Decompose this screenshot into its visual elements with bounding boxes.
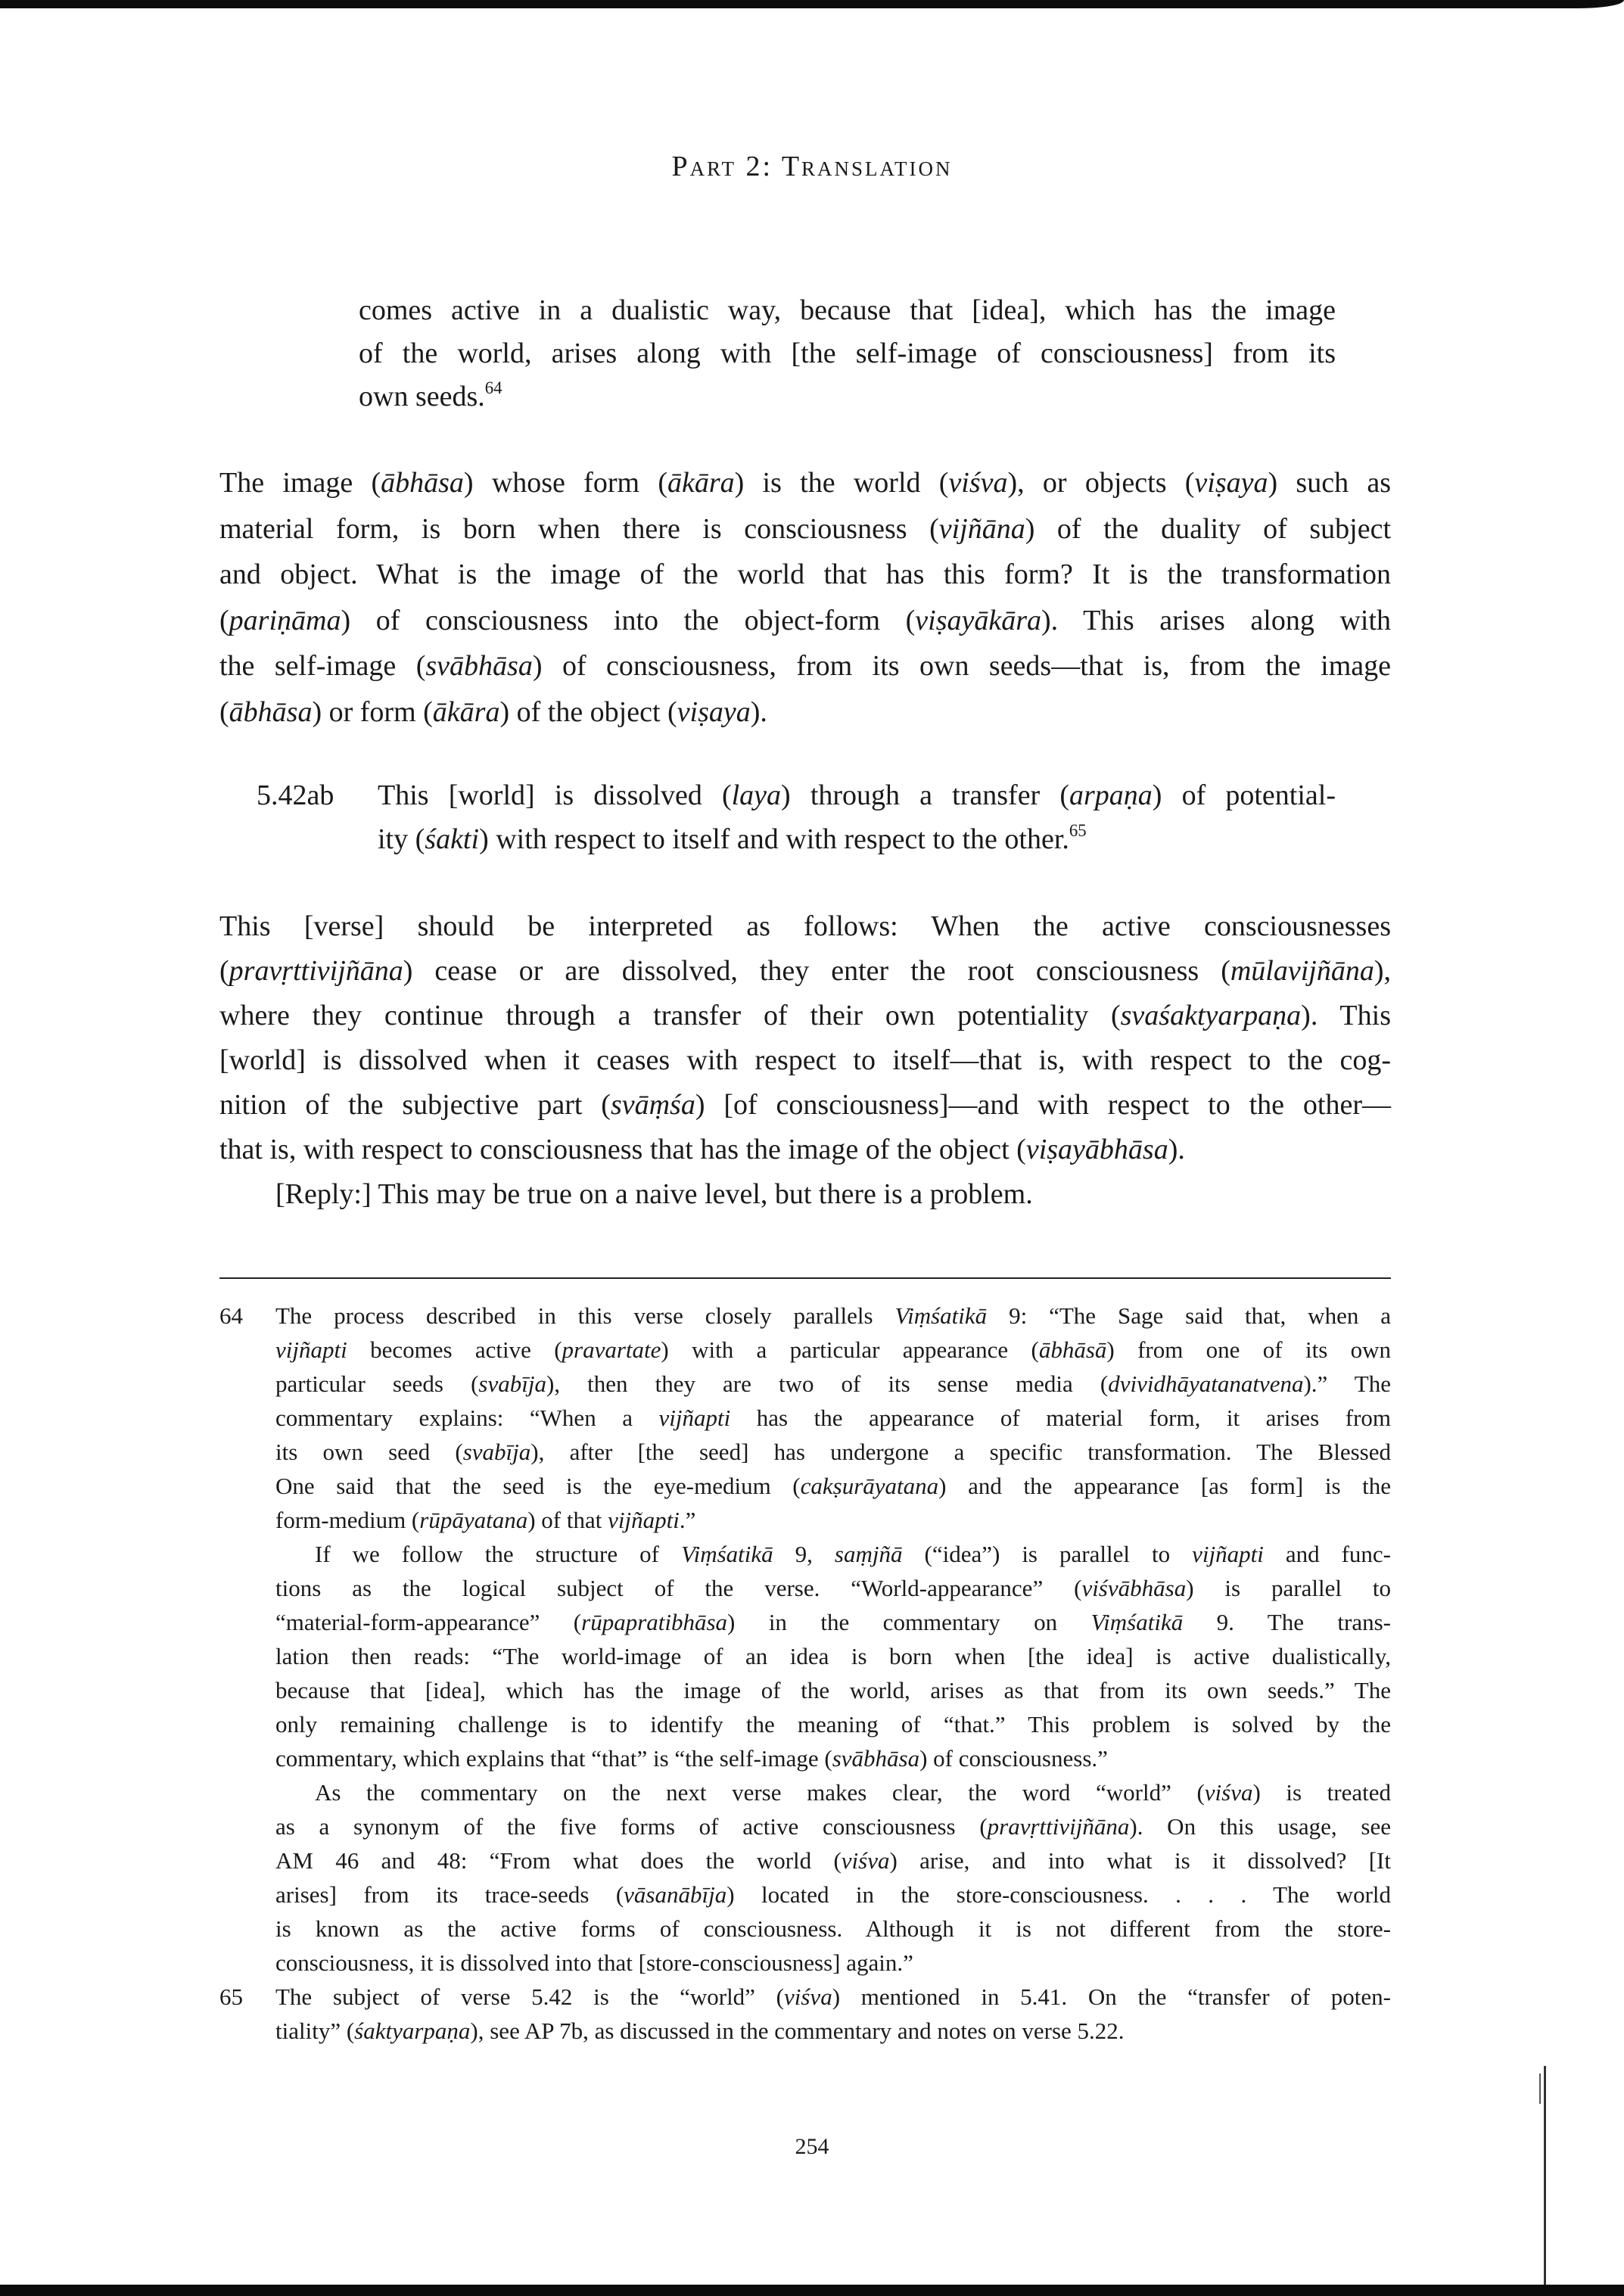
- text-run: tions as the logical subject of the verse. “World-appearance” (: [275, 1575, 1082, 1601]
- italic-term: pravṛttivijñāna: [229, 955, 403, 987]
- text-line: [219, 552, 1391, 598]
- text-line: [219, 1128, 1391, 1172]
- text-line: [219, 689, 1391, 736]
- italic-term: viṣaya: [1194, 467, 1268, 499]
- text-run: One said that the seed is the eye-medium (: [275, 1473, 801, 1499]
- text-line: [219, 904, 1391, 949]
- italic-term: svābhāsa: [832, 1745, 920, 1772]
- italic-term: viśvābhāsa: [1081, 1575, 1187, 1601]
- italic-term: śakti: [425, 823, 480, 855]
- text-run: ), or objects (: [1007, 467, 1195, 499]
- italic-term: ābhāsa: [229, 695, 313, 728]
- text-run: ) is parallel to: [1186, 1575, 1391, 1601]
- text-line: [275, 1946, 1391, 1980]
- italic-term: vijñāna: [938, 512, 1025, 545]
- text-run: (“idea”) is parallel to: [902, 1541, 1193, 1567]
- text-line: [275, 1775, 1391, 1809]
- italic-term: pravartate: [562, 1336, 661, 1363]
- footnote-text: [275, 1299, 1391, 2048]
- text-line: [275, 1571, 1391, 1605]
- text-line: [378, 773, 1336, 817]
- text-run: 9,: [773, 1541, 835, 1567]
- text-line: [275, 1605, 1391, 1639]
- italic-term: viśva: [1204, 1779, 1253, 1806]
- text-run: ) of consciousness into the object-form (: [341, 604, 916, 636]
- italic-term: dvividhāyatanatvena: [1108, 1370, 1304, 1397]
- text-run: own seeds.: [359, 381, 485, 412]
- italic-term: viṣaya: [677, 695, 751, 728]
- text-run: lation then reads: “The world-image of an idea is born when [the idea] is active dualistically,: [275, 1643, 1391, 1669]
- italic-term: vijñapti: [658, 1405, 731, 1431]
- text-line: [275, 1878, 1391, 1912]
- text-run: ) of the duality of subject: [1025, 512, 1392, 545]
- verse-5-42ab: [257, 773, 1336, 861]
- italic-term: Viṃśatikā: [1090, 1609, 1184, 1635]
- text-run: that is, with respect to consciousness that has the image of the object (: [219, 1134, 1026, 1165]
- italic-term: cakṣurāyatana: [800, 1473, 939, 1499]
- text-run: ), see AP 7b, as discussed in the commentary and notes on verse 5.22.: [470, 2018, 1125, 2044]
- text-run: .”: [679, 1507, 696, 1533]
- text-line: [275, 1299, 1391, 1333]
- text-run: the self-image (: [219, 650, 426, 682]
- italic-term: ākāra: [667, 467, 735, 499]
- italic-term: Viṃśatikā: [680, 1541, 773, 1567]
- text-line: [275, 1673, 1391, 1707]
- text-run: (: [219, 604, 229, 636]
- text-line: [275, 1980, 1391, 2014]
- italic-term: rūpapratibhāsa: [581, 1609, 728, 1635]
- text-run: comes active in a dualistic way, because that [idea], which has the image: [359, 294, 1336, 326]
- text-run: This [verse] should be interpreted as follows: When the active consciousnesses: [219, 910, 1391, 942]
- text-run: ).: [750, 695, 767, 728]
- text-run: ) located in the store-consciousness. . . . The world: [726, 1881, 1392, 1908]
- text-run: tiality” (: [275, 2018, 355, 2044]
- text-run: [world] is dissolved when it ceases with respect to itself—that is, with respect to the cog-: [219, 1044, 1391, 1076]
- text-run: ) through a transfer (: [781, 779, 1069, 811]
- text-run: of the world, arises along with [the self-image of consciousness] from its: [359, 338, 1336, 369]
- text-run: and object. What is the image of the world that has this form? It is the transformation: [219, 558, 1391, 590]
- text-run: As the commentary on the next verse makes clear, the word “world” (: [315, 1779, 1205, 1806]
- text-line: [219, 506, 1391, 552]
- text-line: [359, 332, 1336, 375]
- text-run: ),: [1374, 955, 1391, 987]
- text-run: ) of consciousness.”: [919, 1745, 1108, 1772]
- italic-term: rūpāyatana: [419, 1507, 528, 1533]
- text-run: The process described in this verse closely parallels: [275, 1302, 895, 1329]
- italic-term: śaktyarpaṇa: [354, 2018, 471, 2044]
- text-run: only remaining challenge is to identify the meaning of “that.” This problem is solved by the: [275, 1711, 1391, 1738]
- verse-number: 5.42ab: [257, 779, 334, 811]
- text-run: If we follow the structure of: [315, 1541, 681, 1567]
- text-run: material form, is born when there is consciousness (: [219, 512, 939, 545]
- text-line: [359, 375, 1336, 418]
- text-line: [219, 598, 1391, 644]
- text-run: commentary explains: “When a: [275, 1405, 659, 1431]
- italic-term: viśva: [784, 1983, 832, 2010]
- text-line: [275, 1367, 1391, 1401]
- text-line: [275, 1333, 1391, 1367]
- italic-term: viśva: [948, 467, 1008, 499]
- text-run: is known as the active forms of consciousness. Although it is not different from the store-: [275, 1915, 1391, 1942]
- text-run: (: [219, 955, 229, 987]
- text-line: [275, 1912, 1391, 1946]
- text-run: as a synonym of the five forms of active consciousness (: [275, 1813, 988, 1840]
- text-run: ).” The: [1303, 1370, 1392, 1397]
- italic-term: ākāra: [432, 695, 500, 728]
- text-run: ). This arises along with: [1041, 604, 1391, 636]
- text-run: ).: [1168, 1134, 1185, 1165]
- italic-term: svabīja: [478, 1370, 546, 1397]
- italic-term: mūlavijñāna: [1230, 955, 1374, 987]
- text-line: [275, 1537, 1391, 1571]
- italic-term: vijñapti: [608, 1507, 680, 1533]
- text-line: [219, 994, 1391, 1038]
- text-run: ). This: [1301, 1000, 1391, 1031]
- footnote-ref[interactable]: 64: [484, 378, 502, 398]
- text-line: [275, 1707, 1391, 1741]
- text-line: [275, 1843, 1391, 1878]
- text-line: [275, 1401, 1391, 1435]
- text-run: arises] from its trace-seeds (: [275, 1881, 624, 1908]
- footnote-number-64: 64: [219, 1302, 243, 1329]
- text-line: [275, 1469, 1391, 1503]
- footnote-ref[interactable]: 65: [1069, 821, 1087, 841]
- paragraph-2: [219, 904, 1391, 1217]
- text-line: [359, 289, 1336, 332]
- italic-term: saṃjñā: [834, 1541, 903, 1567]
- text-line: [275, 1741, 1391, 1775]
- italic-term: laya: [731, 779, 782, 811]
- scan-edge-mark: [1539, 2074, 1541, 2104]
- text-run: ) or form (: [312, 695, 433, 728]
- italic-term: pravṛttivijñāna: [987, 1813, 1130, 1840]
- text-run: ) arise, and into what is it dissolved? [It: [889, 1847, 1391, 1874]
- footnotes: [219, 1299, 1391, 2048]
- text-run: 9: “The Sage said that, when a: [987, 1302, 1392, 1329]
- text-line: [275, 1435, 1391, 1469]
- italic-term: viṣayābhāsa: [1025, 1134, 1168, 1165]
- text-run: “material-form-appearance” (: [275, 1609, 582, 1635]
- page-number: 254: [795, 2134, 829, 2159]
- verse-text: [378, 773, 1336, 861]
- text-run: ) is the world (: [734, 467, 949, 499]
- italic-term: svābhāsa: [425, 650, 533, 682]
- text-line: [219, 949, 1391, 994]
- text-run: ) whose form (: [463, 467, 667, 499]
- text-run: ) with a particular appearance (: [661, 1336, 1039, 1363]
- text-run: AM 46 and 48: “From what does the world (: [275, 1847, 842, 1874]
- text-run: ). On this usage, see: [1129, 1813, 1391, 1840]
- scan-edge-top: [0, 0, 1624, 8]
- text-run: its own seed (: [275, 1439, 463, 1465]
- text-run: nition of the subjective part (: [219, 1089, 611, 1121]
- text-line: [219, 1172, 1391, 1217]
- text-run: ) and the appearance [as form] is the: [938, 1473, 1391, 1499]
- text-run: (: [219, 695, 229, 728]
- text-run: ) [of consciousness]—and with respect to the other—: [695, 1089, 1391, 1121]
- text-run: [Reply:] This may be true on a naive level, but there is a problem.: [275, 1178, 1033, 1210]
- text-run: ) in the commentary on: [727, 1609, 1091, 1635]
- text-run: ity (: [378, 823, 425, 855]
- text-line: [219, 1083, 1391, 1128]
- italic-term: vijñapti: [275, 1336, 347, 1363]
- italic-term: svāṃśa: [610, 1089, 695, 1121]
- text-run: ) with respect to itself and with respect to the other.: [479, 823, 1069, 855]
- text-line: [219, 1038, 1391, 1083]
- text-run: ) of consciousness, from its own seeds—that is, from the image: [532, 650, 1392, 682]
- text-run: ) mentioned in 5.41. On the “transfer of poten-: [832, 1983, 1391, 2010]
- text-run: has the appearance of material form, it arises from: [730, 1405, 1391, 1431]
- text-run: ) cease or are dissolved, they enter the root consciousness (: [403, 955, 1230, 987]
- italic-term: vijñapti: [1192, 1541, 1264, 1567]
- italic-term: arpaṇa: [1069, 779, 1153, 811]
- text-run: The image (: [219, 467, 381, 499]
- text-line: [275, 1503, 1391, 1537]
- text-run: This [world] is dissolved (: [378, 779, 732, 811]
- text-run: because that [idea], which has the image of the world, arises as that from its own seeds.” The: [275, 1677, 1391, 1703]
- scan-edge-right: [1544, 2066, 1546, 2285]
- text-run: The subject of verse 5.42 is the “world” (: [275, 1983, 784, 2010]
- italic-term: svaśaktyarpaṇa: [1120, 1000, 1302, 1031]
- running-head: Part 2: Translation: [671, 151, 953, 182]
- text-line: [219, 643, 1391, 689]
- text-run: where they continue through a transfer of their own potentiality (: [219, 1000, 1121, 1031]
- text-run: particular seeds (: [275, 1370, 479, 1397]
- verse-quote: [359, 289, 1336, 418]
- text-line: [275, 2014, 1391, 2048]
- text-run: form-medium (: [275, 1507, 420, 1533]
- footnote-rule: [219, 1277, 1391, 1279]
- italic-term: Viṃśatikā: [894, 1302, 988, 1329]
- text-run: ) such as: [1268, 467, 1391, 499]
- text-run: ) of the object (: [499, 695, 677, 728]
- text-run: commentary, which explains that “that” is “the self-image (: [275, 1745, 832, 1772]
- italic-term: pariṇāma: [229, 604, 341, 636]
- text-line: [275, 1809, 1391, 1843]
- text-run: ) of that: [527, 1507, 608, 1533]
- italic-term: vāsanābīja: [624, 1881, 727, 1908]
- text-run: consciousness, it is dissolved into that [store-consciousness] again.”: [275, 1949, 913, 1976]
- footnote-number-65: 65: [219, 1983, 243, 2010]
- text-run: ) of potential-: [1152, 779, 1336, 811]
- text-run: 9. The trans-: [1183, 1609, 1391, 1635]
- text-line: [219, 460, 1391, 506]
- text-run: and func-: [1263, 1541, 1392, 1567]
- scan-edge-bottom: [0, 2285, 1624, 2296]
- text-run: ), then they are two of its sense media (: [546, 1370, 1109, 1397]
- italic-term: viśva: [841, 1847, 890, 1874]
- italic-term: ābhāsā: [1038, 1336, 1107, 1363]
- text-line: [378, 817, 1336, 861]
- text-run: ) from one of its own: [1106, 1336, 1391, 1363]
- italic-term: ābhāsa: [381, 467, 464, 499]
- text-line: [275, 1639, 1391, 1673]
- text-run: becomes active (: [347, 1336, 562, 1363]
- italic-term: svabīja: [462, 1439, 531, 1465]
- italic-term: viṣayākāra: [915, 604, 1042, 636]
- text-run: ) is treated: [1252, 1779, 1392, 1806]
- paragraph-1: [219, 460, 1391, 735]
- text-run: ), after [the seed] has undergone a specific transformation. The Blessed: [530, 1439, 1391, 1465]
